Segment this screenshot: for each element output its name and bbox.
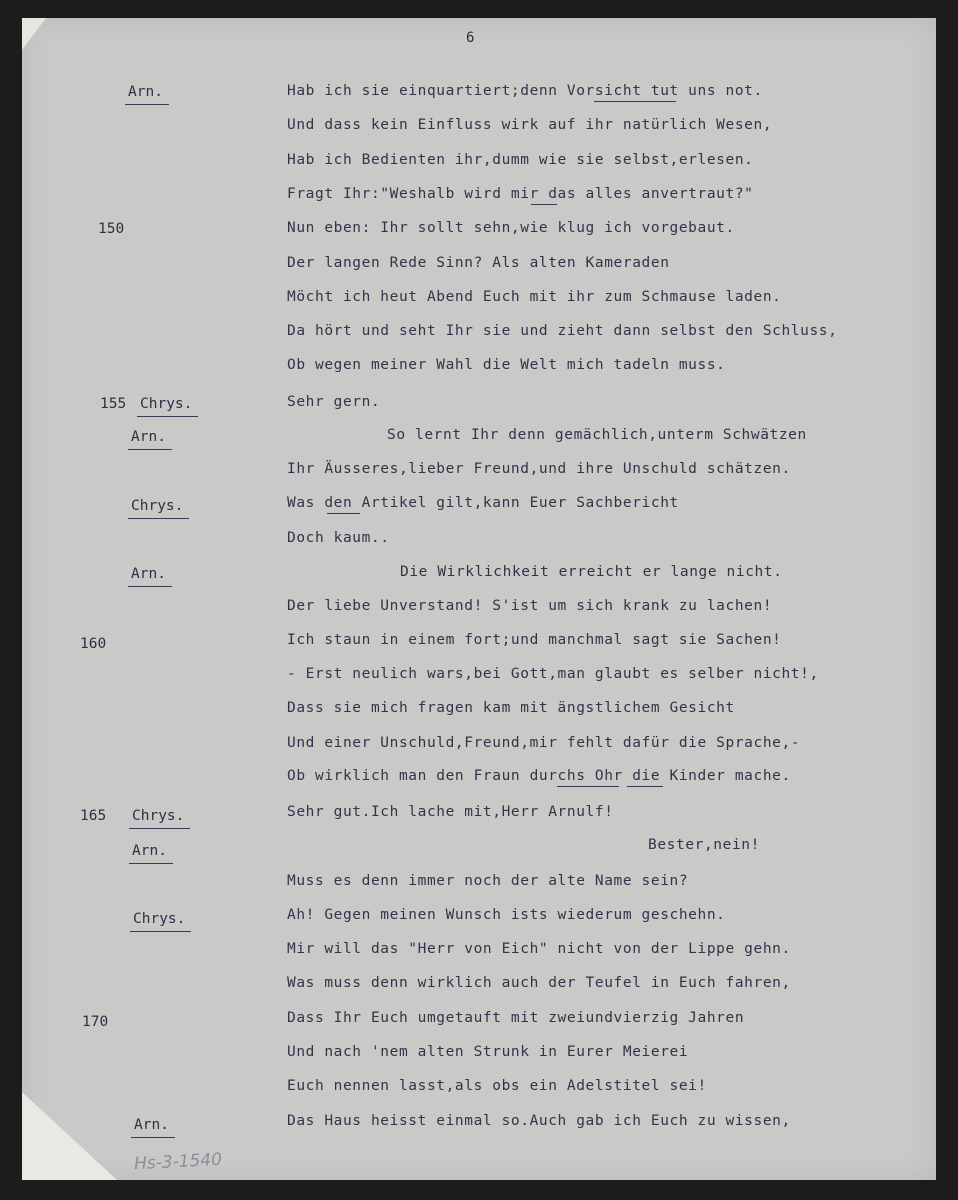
archive-signature: Hs-3-1540 (133, 1149, 223, 1175)
verse-line: Ah! Gegen meinen Wunsch ists wiederum geschehn. (287, 907, 726, 923)
speaker-label: Chrys. (131, 498, 184, 514)
verse-line: So lernt Ihr denn gemächlich,unterm Schwätzen (387, 427, 807, 443)
speaker-label: Arn. (128, 84, 163, 100)
underline-mark (327, 513, 360, 514)
verse-line: Dass Ihr Euch umgetauft mit zweiundvierzig Jahren (287, 1010, 745, 1026)
verse-line: Euch nennen lasst,als obs ein Adelstitel sei! (287, 1078, 707, 1094)
line-number: 160 (80, 636, 107, 652)
speaker-label: Arn. (134, 1117, 169, 1133)
verse-line: Mir will das "Herr von Eich" nicht von der Lippe gehn. (287, 941, 791, 957)
verse-line: Fragt Ihr:"Weshalb wird mir das alles anvertraut?" (287, 186, 754, 202)
line-number: 170 (82, 1014, 109, 1030)
speaker-label: Arn. (131, 566, 166, 582)
verse-line: Doch kaum.. (287, 530, 390, 546)
verse-line: Ob wirklich man den Fraun durchs Ohr die Kinder mache. (287, 768, 791, 784)
verse-line: Der langen Rede Sinn? Als alten Kameraden (287, 255, 670, 271)
verse-line: Bester,nein! (648, 837, 760, 853)
speaker-label: Chrys. (132, 808, 185, 824)
underline-mark (594, 101, 676, 102)
verse-line: Und nach 'nem alten Strunk in Eurer Meierei (287, 1044, 689, 1060)
verse-line: Was den Artikel gilt,kann Euer Sachbericht (287, 495, 679, 511)
verse-line: Hab ich sie einquartiert;denn Vorsicht tut uns not. (287, 83, 763, 99)
verse-line: Möcht ich heut Abend Euch mit ihr zum Schmause laden. (287, 289, 782, 305)
verse-line: Das Haus heisst einmal so.Auch gab ich Euch zu wissen, (287, 1113, 791, 1129)
verse-line: Was muss denn wirklich auch der Teufel in Euch fahren, (287, 975, 791, 991)
verse-line: Die Wirklichkeit erreicht er lange nicht. (400, 564, 783, 580)
underline-mark (557, 786, 619, 787)
verse-line: Und einer Unschuld,Freund,mir fehlt dafür die Sprache,- (287, 735, 801, 751)
line-number: 165 (80, 808, 107, 824)
line-number: 155 (100, 396, 127, 412)
verse-line: Der liebe Unverstand! S'ist um sich krank zu lachen! (287, 598, 773, 614)
verse-line: Dass sie mich fragen kam mit ängstlichem Gesicht (287, 700, 735, 716)
speaker-label: Chrys. (140, 396, 193, 412)
verse-line: Ob wegen meiner Wahl die Welt mich tadeln muss. (287, 357, 726, 373)
speaker-label: Chrys. (133, 911, 186, 927)
verse-line: Da hört und seht Ihr sie und zieht dann selbst den Schluss, (287, 323, 838, 339)
verse-line: Sehr gern. (287, 394, 381, 410)
page-number: 6 (466, 30, 475, 46)
underline-mark (531, 204, 557, 205)
speaker-label: Arn. (131, 429, 166, 445)
verse-line: Sehr gut.Ich lache mit,Herr Arnulf! (287, 804, 614, 820)
underline-mark (627, 786, 663, 787)
verse-line: Nun eben: Ihr sollt sehn,wie klug ich vorgebaut. (287, 220, 735, 236)
verse-line: Ich staun in einem fort;und manchmal sagt sie Sachen! (287, 632, 782, 648)
verse-line: Und dass kein Einfluss wirk auf ihr natürlich Wesen, (287, 117, 773, 133)
verse-line: Muss es denn immer noch der alte Name sein? (287, 873, 689, 889)
verse-line: Hab ich Bedienten ihr,dumm wie sie selbst,erlesen. (287, 152, 754, 168)
line-number: 150 (98, 221, 125, 237)
verse-line: Ihr Äusseres,lieber Freund,und ihre Unschuld schätzen. (287, 461, 791, 477)
speaker-label: Arn. (132, 843, 167, 859)
verse-line: - Erst neulich wars,bei Gott,man glaubt es selber nicht!, (287, 666, 819, 682)
